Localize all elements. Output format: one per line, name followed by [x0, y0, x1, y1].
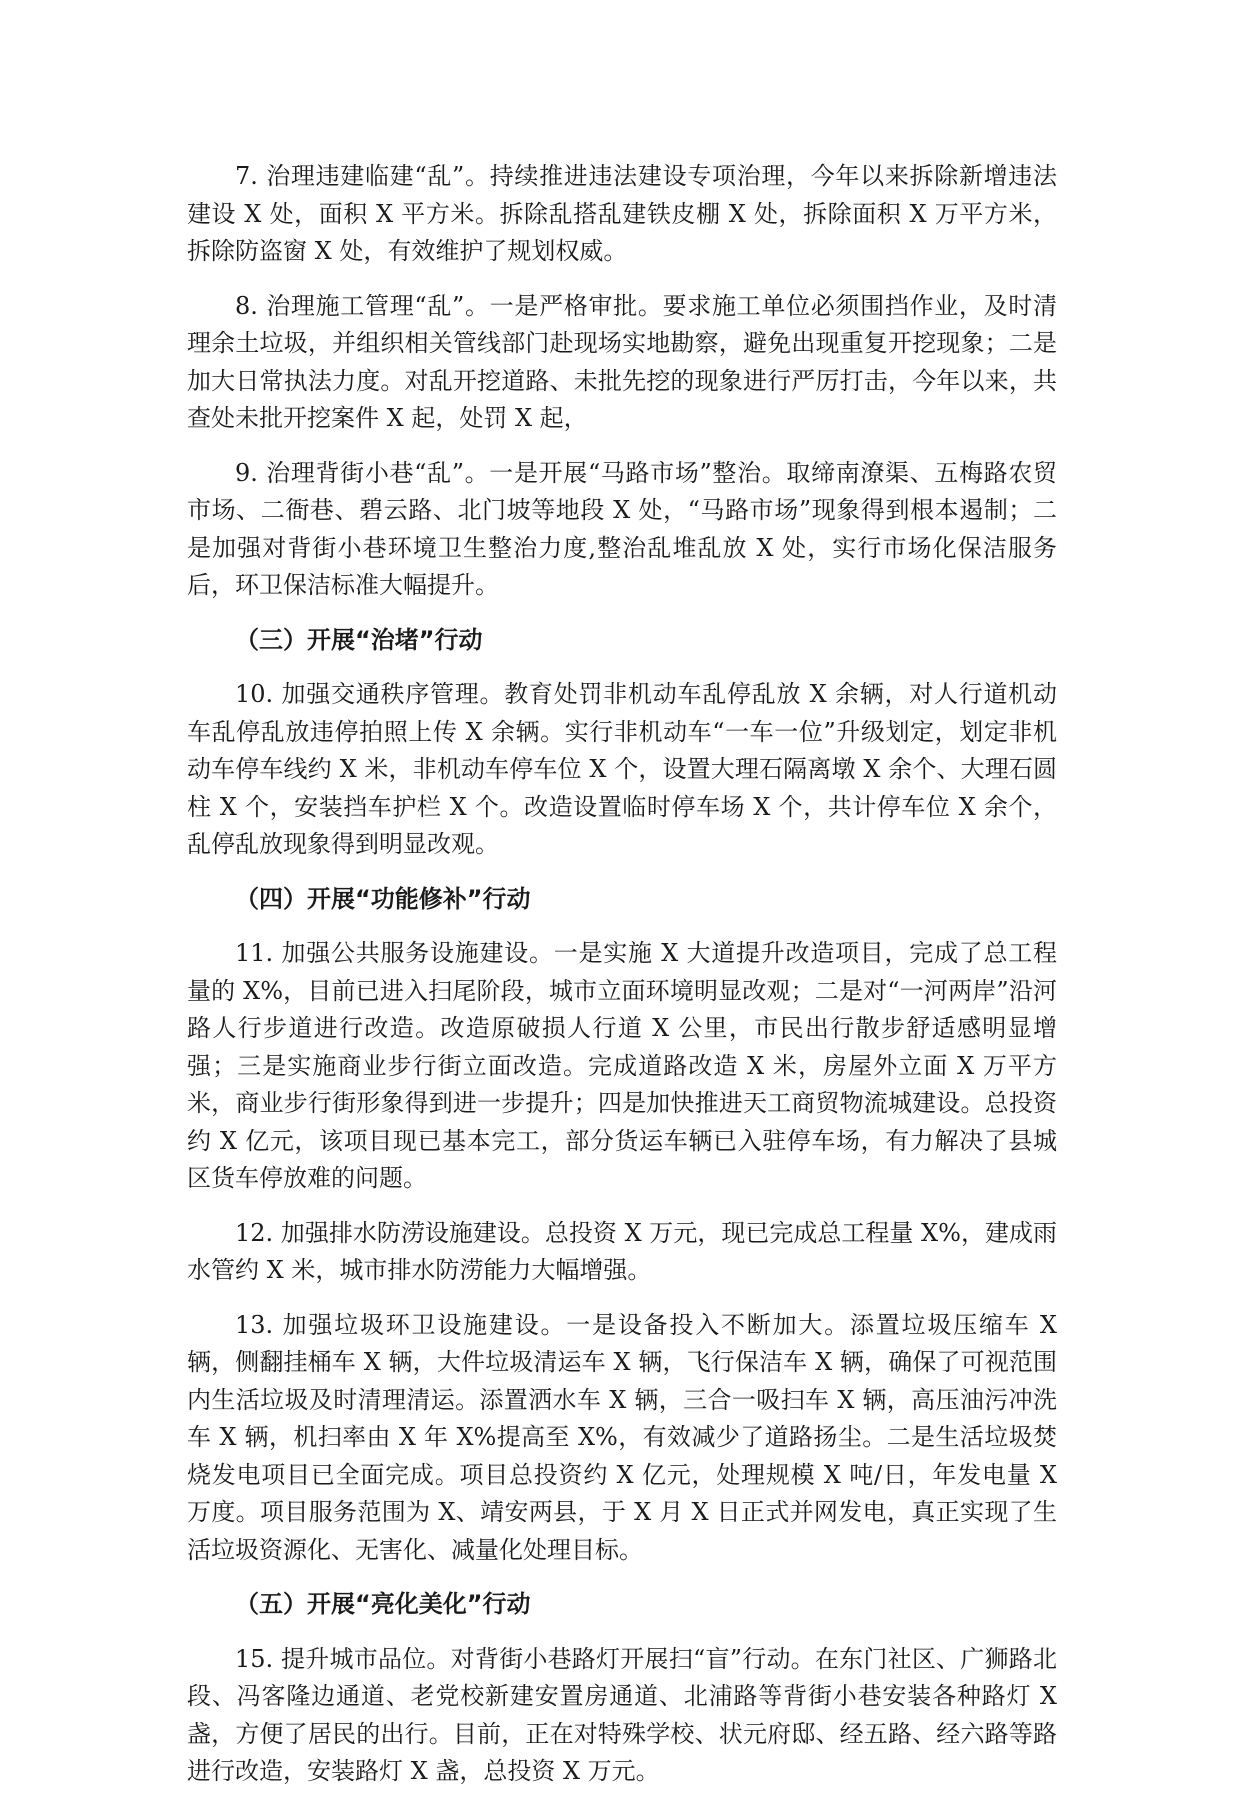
paragraph-item-11: 11. 加强公共服务设施建设。一是实施 X 大道提升改造项目，完成了总工程量的 X%，目前已进入扫尾阶段，城市立面环境明显改观；二是对“一河两岸”沿河路人行步道进行改造。改造原破损人行道 X 公里，市民出行散步舒适感明显增强；三是实施商业步行街立面改造。完成道路改造 X 米，房屋外立面 X 万平方米，商业步行街形象得到进一步提升；四是加快推进天工商贸物流城建设。总投资约 X 亿元，该项目现已基本完工，部分货运车辆已入驻停车场，有力解决了县城区货车停放难的问题。 — [187, 939, 1057, 1192]
paragraph-item-13: 13. 加强垃圾环卫设施建设。一是设备投入不断加大。添置垃圾压缩车 X 辆，侧翻挂桶车 X 辆，大件垃圾清运车 X 辆，飞行保洁车 X 辆，确保了可视范围内生活垃圾及时清理清运。添置洒水车 X 辆，三合一吸扫车 X 辆，高压油污冲洗车 X 辆，机扫率由 X 年 X%提高至 X%，有效减少了道路扬尘。二是生活垃圾焚烧发电项目已全面完成。项目总投资约 X 亿元，处理规模 X 吨/日，年发电量 X 万度。项目服务范围为 X、靖安两县，于 X 月 X 日正式并网发电，真正实现了生活垃圾资源化、无害化、减量化处理目标。 — [187, 1310, 1057, 1564]
paragraph-item-12: 12. 加强排水防涝设施建设。总投资 X 万元，现已完成总工程量 X%，建成雨水管约 X 米，城市排水防涝能力大幅增强。 — [187, 1218, 1057, 1284]
paragraph-item-9: 9. 治理背街小巷“乱”。一是开展“马路市场”整治。取缔南潦渠、五梅路农贸市场、二衙巷、碧云路、北门坡等地段 X 处，“马路市场”现象得到根本遏制；二是加强对背街小巷环境卫生整治力度,整治乱堆乱放 X 处，实行市场化保洁服务后，环卫保洁标准大幅提升。 — [187, 458, 1057, 599]
paragraph-item-7: 7. 治理违建临建“乱”。持续推进违法建设专项治理，今年以来拆除新增违法建设 X 处，面积 X 平方米。拆除乱搭乱建铁皮棚 X 处，拆除面积 X 万平方米，拆除防盗窗 X 处，有效维护了规划权威。 — [187, 162, 1057, 265]
section-heading-5: （五）开展“亮化美化”行动 — [235, 1590, 531, 1618]
paragraph-item-10: 10. 加强交通秩序管理。教育处罚非机动车乱停乱放 X 余辆，对人行道机动车乱停乱放违停拍照上传 X 余辆。实行非机动车“一车一位”升级划定，划定非机动车停车线约 X 米，非机动车停车位 X 个，设置大理石隔离墩 X 余个、大理石圆柱 X 个，安装挡车护栏 X 个。改造设置临时停车场 X 个，共计停车位 X 余个，乱停乱放现象得到明显改观。 — [187, 680, 1057, 858]
section-heading-3: （三）开展“治堵”行动 — [235, 625, 483, 654]
paragraph-item-15: 15. 提升城市品位。对背街小巷路灯开展扫“盲”行动。在东门社区、广狮路北段、冯客隆边通道、老党校新建安置房通道、北浦路等背街小巷安装各种路灯 X 盏，方便了居民的出行。目前，正在对特殊学校、状元府邸、经五路、经六路等路进行改造，安装路灯 X 盏，总投资 X 万元。 — [187, 1644, 1057, 1785]
section-heading-4: （四）开展“功能修补”行动 — [235, 884, 531, 913]
document-page — [187, 158, 1057, 1808]
paragraph-item-8: 8. 治理施工管理“乱”。一是严格审批。要求施工单位必须围挡作业，及时清理余土垃圾，并组织相关管线部门赴现场实地勘察，避免出现重复开挖现象；二是加大日常执法力度。对乱开挖道路、未批先挖的现象进行严厉打击，今年以来，共查处未批开挖案件 X 起，处罚 X 起， — [187, 291, 1057, 432]
